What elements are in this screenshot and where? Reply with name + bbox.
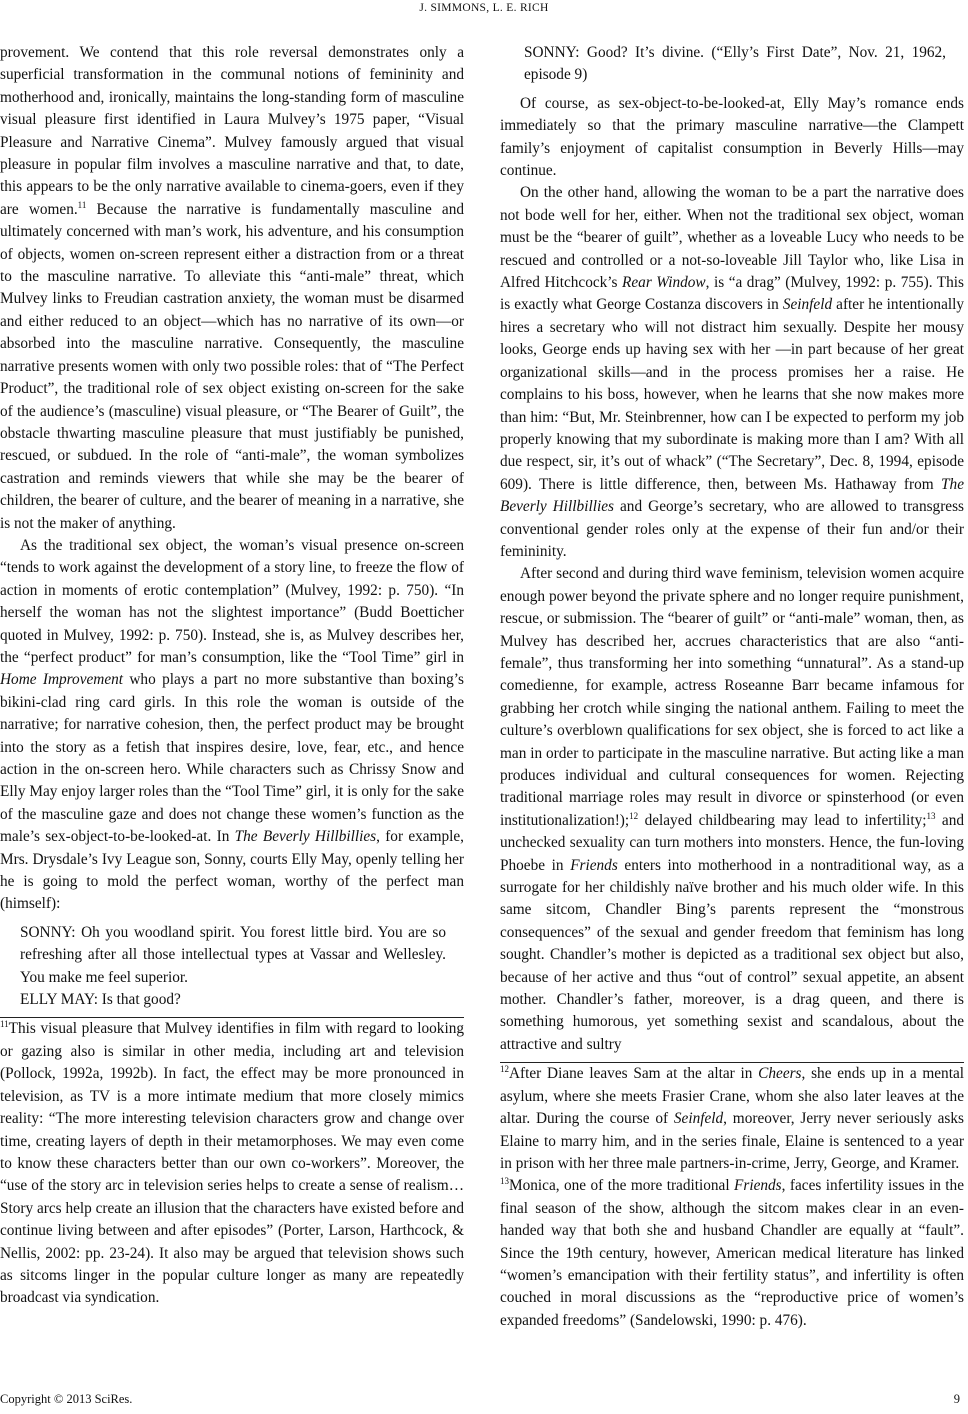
footnote-12-text-b: , she ends up in a mental asylum, where she meets Frasier Crane, whom she also later leaves at the altar. During the course of (500, 1065, 964, 1128)
paragraph-1-text-a: provement. We contend that this role reversal demonstrates only a superficial transformation in the communal notions of femininity and motherhood and, ironically, maintains the long-standing form of masculine visual pleasure first identified in Laura Mulvey’s 1975 paper, “Visual Pleasure and Narrative Cinema”. Mulvey famously argued that visual pleasure in popular film involves a masculine narrative and that, to date, this appears to be the only narrative available to cinema-goers, even if they are women. (0, 44, 464, 218)
footnote-12 (500, 1063, 964, 1175)
copyright-notice: Copyright © 2013 SciRes. (0, 1392, 133, 1406)
running-head: J. SIMMONS, L. E. RICH (419, 2, 549, 14)
paragraph-4-text-a: On the other hand, allowing the woman to be a part the narrative does not bode well for her, either. When not the traditional sex object, woman must be the “bearer of guilt”, whether as a loveable Lucy who needs to be rescued and controlled or a not-so-loveable Jill Taylor who, like Lisa in Alfred Hitchcock’s (500, 184, 964, 292)
footnote-13-text-a: Monica, one of the more traditional (509, 1177, 735, 1195)
paragraph-5-text-a: After second and during third wave feminism, television women acquire enough power beyond the private sphere and no longer require punishment, rescue, or submission. The “bearer of guilt” or “anti-male” woman, then, as Mulvey has described her, accrues characteristics that are also “anti-female”, thus transforming her into something “unnatural”. As a stand-up comedienne, for example, actress Roseanne Barr became infamous for grabbing her crotch while singing the national anthem. Failing to meet the culture’s overblown qualifications for sex object, she is forced to act like a man in order to participate in the masculine narrative. But acting like a man produces individual and cultural consequences for women. Rejecting traditional marriage roles may result in divorce or spinsterhood (or even institutionalization!); (500, 565, 964, 829)
paragraph-1-text-b: Because the narrative is fundamentally masculine and ultimately concerned with man’s work, his adventure, and his consumption of objects, women on-screen represent either a distraction from or a threat to the masculine narrative. To alleviate this “anti-male” threat, which Mulvey links to Freudian castration anxiety, the woman must be disarmed and either reduced to an object—which has no narrative of its own—or absorbed into the masculine narrative. Consequently, the masculine narrative presents women with only two possible roles: that of “The Perfect Product”, the traditional role of sex object existing on-screen for the sake of the audience’s (masculine) visual pleasure, or “The Bearer of Guilt”, the obstacle thwarting masculine pleasure that must justifiably be punished, rescued, or subdued. In the role of “anti-male”, the woman symbolizes castration and reminds viewers that while she may be the bearer of children, the bearer of culture, and the bearer of meaning in a narrative, she is not the maker of anything. (0, 200, 464, 532)
show-title-italic: The Beverly Hillbillies (500, 475, 964, 516)
paragraph-2-text-c: , for example, Mrs. Drysdale’s Ivy League son, Sonny, courts Elly May, openly telling her he is going to mold the perfect woman, worthy of the perfect man (himself): (0, 828, 464, 913)
paragraph-3: Of course, as sex-object-to-be-looked-at, Elly May’s romance ends immediately so that the primary masculine narrative—the Clampett family’s enjoyment of capitalist consumption in Beverly Hills—may continue. (500, 94, 964, 180)
footnote-11 (0, 1018, 464, 1309)
right-column (500, 42, 964, 1332)
footnote-13-text-b: , faces infertility issues in the final season of the show, although the sitcom makes clear in an even-handed way that both she and husband Chandler are equally at “fault”. Since the 19th century, however, American medical literature has linked “women’s emancipation with their fertility status”, and infertility is often couched in moral discussions as the “reproductive price of women’s expanded freedoms” (Sandelowski, 1990: p. 476). (500, 1177, 964, 1329)
paragraph-4-text-c: after he intentionally hires a secretary who will not distract him sexually. Despite her mousy looks, George ends up having sex with her —in part because of her great organizational skills—and in the process promises her a raise. He complains to his boss, however, when he learns that she now makes more than him: “But, Mr. Steinbrenner, how can I be expected to perform my job properly knowing that my subordinate is making more than I am? With all due respect, sir, it’s out of whack” (“The Secretary”, Dec. 8, 1994, episode 609). There is little difference, then, between Ms. Hathaway from (500, 296, 965, 493)
footnote-ref-11: 11 (77, 199, 87, 210)
paragraph-5 (500, 563, 964, 1056)
paragraph-4-text-b: , is “a drag” (Mulvey, 1992: p. 755). This is exactly what George Costanza discovers in (500, 274, 965, 314)
footnote-11-text: This visual pleasure that Mulvey identifies in film with regard to looking or gazing also is similar in other media, including art and television (Pollock, 1992a, 1992b). In fact, the effect may be more pronounced in television, as TV is a more intimate medium that more closely mimics reality: “The more interesting television characters grow and change over time, creating layers of depth in their metamorphoses. We may even come to know these characters better than our own co-workers”. Moreover, the “use of the story arc in television series helps to create a sense of realism… Story arcs help create an illusion that the characters have existed before and continue living between and after episodes” (Porter, Larson, Harthcock, & Nellis, 2002: pp. 23-24). It also may be argued that television shows such as sitcoms linger in the popular culture longer as many are repeatedly broadcast via syndication. (0, 1020, 464, 1307)
paragraph-2-text-b: who plays a part no more substantive than boxing’s bikini-clad ring card girls. In this role the woman is outside of the narrative; for narrative cohesion, then, the perfect product may be brought into the story as a fetish that inspires desire, love, fear, etc., and hence action in the on-screen hero. While characters such as Chrissy Snow and Elly May enjoy larger roles than the “Tool Time” girl, it is only for the sake of the masculine gaze and does not change these women’s function as the male’s sex-object-to-be-looked-at. In (0, 671, 464, 846)
show-title-italic: Seinfeld (673, 1110, 724, 1128)
show-title-italic: The Beverly Hillbillies (234, 828, 377, 846)
left-column (0, 42, 464, 1310)
show-title-italic: Cheers (758, 1065, 802, 1083)
show-title-italic: Seinfeld (782, 296, 833, 314)
show-title-italic: Friends (734, 1177, 782, 1195)
paragraph-2-text-a: As the traditional sex object, the woman’s visual presence on-screen “tends to work against the development of a story line, to freeze the flow of action in moments of erotic contemplation” (Mulvey, 1992: p. 750). “In herself the woman has not the slightest importance” (Budd Boetticher quoted in Mulvey, 1992: p. 750). Instead, she is, as Mulvey describes her, the “perfect product” for man’s consumption, like the “Tool Time” girl in (0, 536, 464, 666)
page-number: 9 (953, 1392, 960, 1406)
footnote-ref-12: 12 (629, 810, 639, 821)
footnote-number: 13 (500, 1176, 509, 1187)
paragraph-5-text-d: enters into motherhood in a nontraditional way, as a surrogate for her childishly naïve brother and his much older wife. In this same sitcom, Chandler Bing’s parents represent the “monstrous consequences” of the sexual and gender freedom that feminism has long sought. Chandler’s mother is depicted as a traditional sex object but also, because of her active and thus “out of control” sexual appetite, an absent mother. Chandler’s father, moreover, is a drag queen, and there is something humorous, yet something sexist and scandalous, about the attractive and sultry (500, 856, 964, 1053)
paragraph-5-text-b: delayed childbearing may lead to infertility; (638, 811, 927, 829)
paragraph-4-text-d: and George’s secretary, who are allowed to transgress conventional gender roles only at the expense of their fun and/or their femininity. (500, 498, 964, 560)
footnote-ref-13: 13 (926, 810, 936, 821)
footnote-12-text-a: After Diane leaves Sam at the altar in (509, 1065, 759, 1083)
paragraph-4 (500, 182, 964, 563)
show-title-italic: Friends (570, 856, 618, 874)
footnote-number: 12 (500, 1064, 509, 1075)
film-title-italic: Rear Window (622, 274, 706, 292)
show-title-italic: Home Improvement (0, 671, 124, 689)
footnote-number: 11 (0, 1019, 9, 1030)
dialogue-sonny: SONNY: Oh you woodland spirit. You forest little bird. You are so refreshing after all those intellectual types at Vassar and Wellesley. You make me feel superior. (20, 923, 446, 986)
dialogue-sonny-reply: SONNY: Good? It’s divine. (“Elly’s First Date”, Nov. 21, 1962, episode 9) (524, 44, 946, 84)
footnote-13 (500, 1175, 964, 1332)
footnote-12-text-c: , moreover, Jerry never seriously asks Elaine to marry him, and in the series finale, Elaine is sentenced to a year in prison with her three male partners-in-crime, Jerry, George, and Kramer. (500, 1110, 964, 1172)
paragraph-1 (0, 42, 464, 535)
paragraph-2 (0, 535, 464, 916)
dialogue-elly-may: ELLY MAY: Is that good? (20, 991, 181, 1009)
paragraph-5-text-c: and unchecked sexuality can turn mothers into monsters. Hence, the fun-loving Phoebe in (500, 811, 964, 874)
